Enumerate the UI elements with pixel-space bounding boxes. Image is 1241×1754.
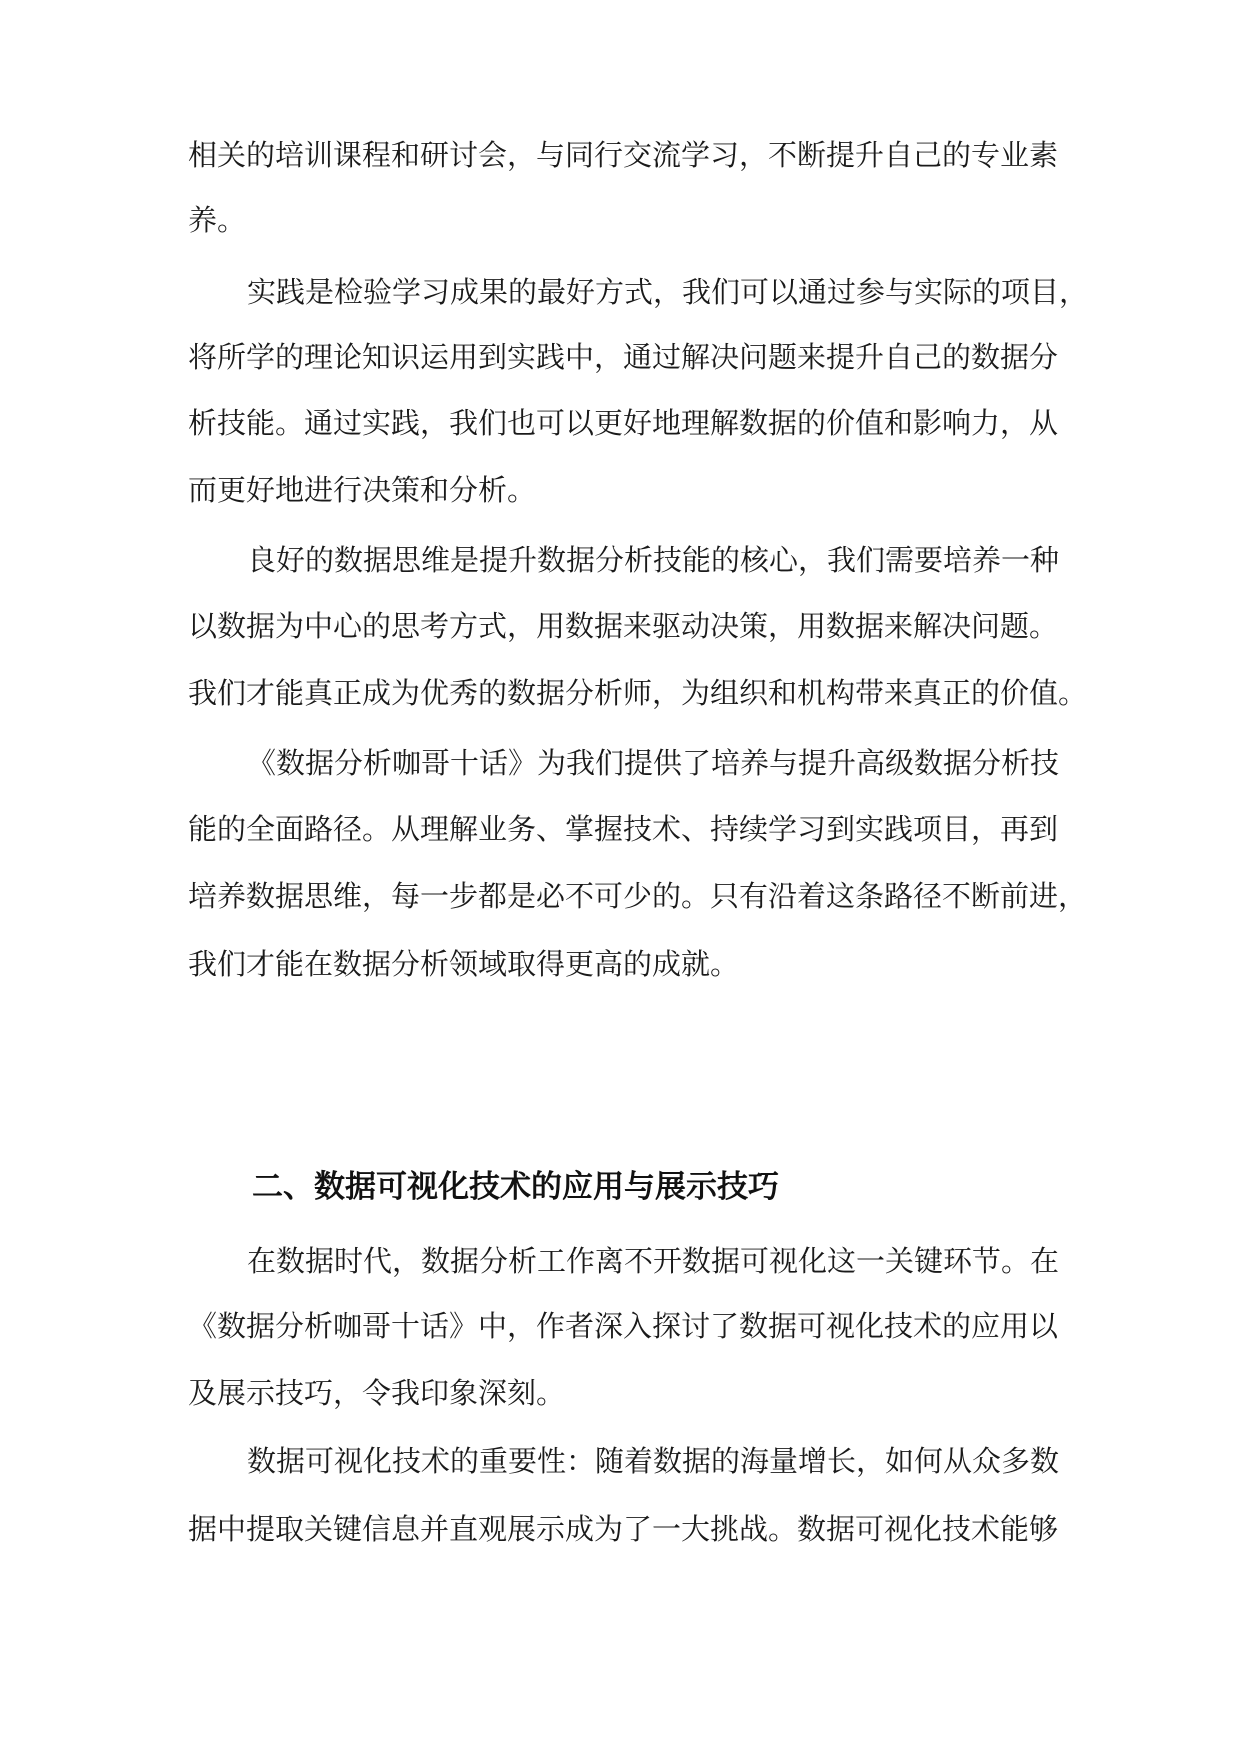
paragraph-line: 在数据时代，数据分析工作离不开数据可视化这一关键环节。在 — [247, 1244, 1060, 1278]
paragraph-line: 及展示技巧，令我印象深刻。 — [188, 1376, 566, 1410]
paragraph-line: 将所学的理论知识运用到实践中，通过解决问题来提升自己的数据分 — [188, 340, 1059, 374]
paragraph-line: 我们才能在数据分析领域取得更高的成就。 — [188, 947, 740, 981]
paragraph-line: 培养数据思维，每一步都是必不可少的。只有沿着这条路径不断前进， — [188, 879, 1088, 913]
paragraph-line: 相关的培训课程和研讨会，与同行交流学习，不断提升自己的专业素 — [188, 138, 1059, 172]
paragraph-line: 实践是检验学习成果的最好方式，我们可以通过参与实际的项目， — [247, 275, 1089, 309]
paragraph-line: 以数据为中心的思考方式，用数据来驱动决策，用数据来解决问题。 — [188, 609, 1059, 643]
paragraph-line: 《数据分析咖哥十话》为我们提供了培养与提升高级数据分析技 — [247, 746, 1060, 780]
paragraph-line: 良好的数据思维是提升数据分析技能的核心，我们需要培养一种 — [247, 543, 1060, 577]
paragraph-line: 我们才能真正成为优秀的数据分析师，为组织和机构带来真正的价值。 — [188, 676, 1088, 710]
paragraph-line: 数据可视化技术的重要性：随着数据的海量增长，如何从众多数 — [247, 1444, 1060, 1478]
paragraph-line: 析技能。通过实践，我们也可以更好地理解数据的价值和影响力，从 — [188, 406, 1059, 440]
section-heading: 二、数据可视化技术的应用与展示技巧 — [252, 1169, 779, 1205]
paragraph-line: 而更好地进行决策和分析。 — [188, 473, 537, 507]
paragraph-line: 养。 — [188, 203, 247, 237]
paragraph-line: 据中提取关键信息并直观展示成为了一大挑战。数据可视化技术能够 — [188, 1512, 1059, 1546]
paragraph-line: 《数据分析咖哥十话》中，作者深入探讨了数据可视化技术的应用以 — [188, 1309, 1059, 1343]
paragraph-line: 能的全面路径。从理解业务、掌握技术、持续学习到实践项目，再到 — [188, 812, 1059, 846]
